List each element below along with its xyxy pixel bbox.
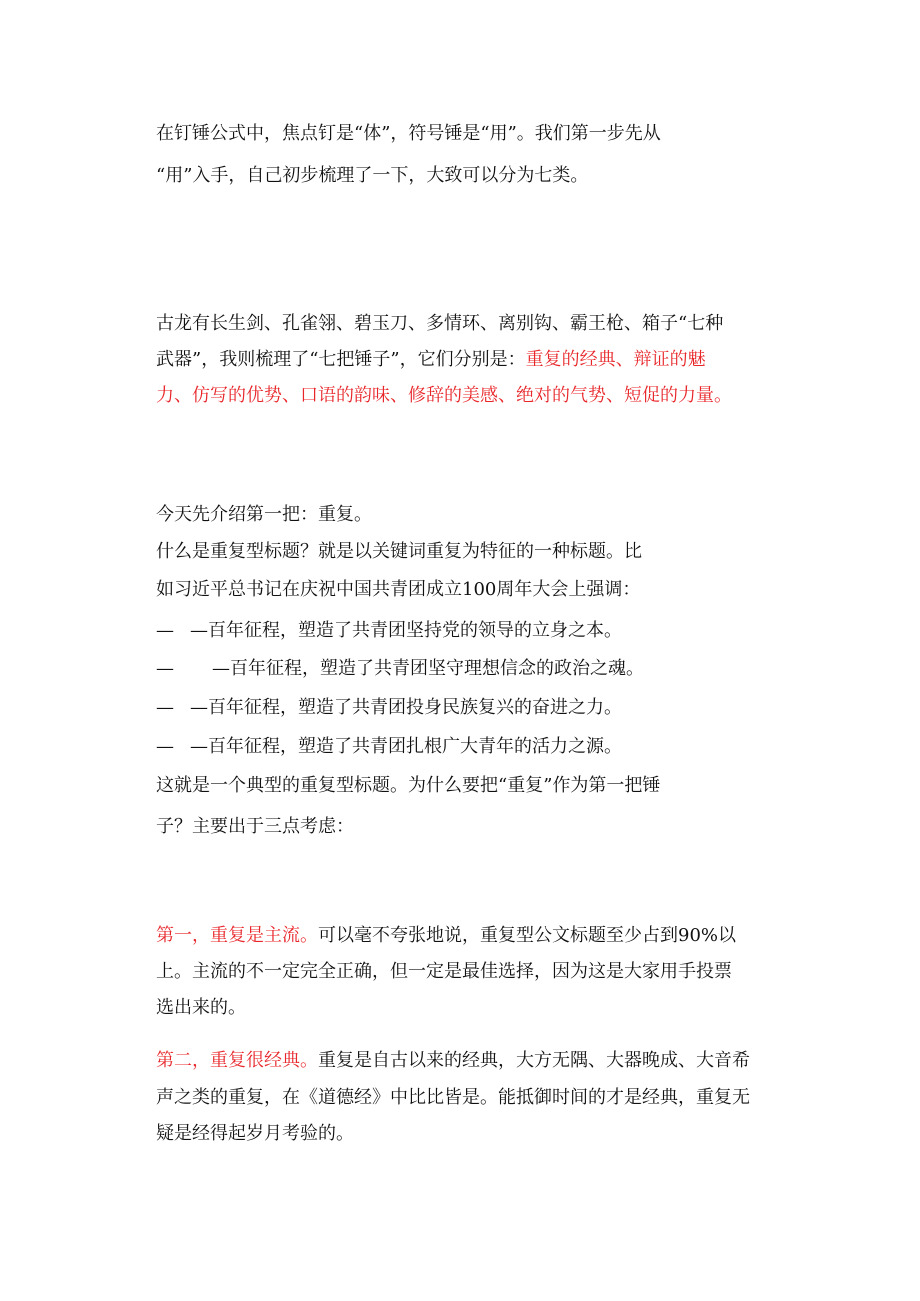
first-point-line-2: 上。主流的不一定完全正确，但一定是最佳选择，因为这是大家用手投票 (156, 961, 732, 982)
weapons-highlight-start: 重复的经典、辩证的魅 (525, 349, 706, 370)
example-item (156, 619, 622, 643)
second-point-line-1 (156, 1049, 750, 1073)
intro-line-1: 在钉锤公式中，焦点钉是“体”，符号锤是“用”。我们第一步先从 (156, 123, 661, 144)
second-point-line-3: 疑是经得起岁月考验的。 (156, 1123, 354, 1144)
second-point-text: 重复是自古以来的经典，大方无隅、大器晚成、大音希 (318, 1050, 750, 1071)
em-dash: — (156, 620, 174, 641)
example-item-text: —百年征程，塑造了共青团投身民族复兴的奋进之力。 (190, 697, 622, 718)
repeat-definition-line: 什么是重复型标题？就是以关键词重复为特征的一种标题。比 (156, 541, 642, 562)
first-point-text: 可以毫不夸张地说，重复型公文标题至少占到90%以 (318, 925, 737, 946)
repeat-conclusion-line-1: 这就是一个典型的重复型标题。为什么要把“重复”作为第一把锤 (156, 775, 661, 796)
repeat-intro-line: 今天先介绍第一把：重复。 (156, 504, 372, 525)
repeat-conclusion-line-2: 子？主要出于三点考虑： (156, 816, 354, 837)
second-point-line-2: 声之类的重复，在《道德经》中比比皆是。能抵御时间的才是经典，重复无 (156, 1087, 750, 1108)
first-point-line-1 (156, 924, 736, 948)
weapons-line-1: 古龙有长生剑、孔雀翎、碧玉刀、多情环、离别钩、霸王枪、箱子“七种 (156, 313, 724, 334)
repeat-example-line: 如习近平总书记在庆祝中国共青团成立100周年大会上强调： (156, 579, 641, 600)
em-dash: — (156, 736, 174, 757)
weapons-line-2 (156, 348, 706, 372)
example-item (156, 735, 622, 759)
example-item (156, 657, 644, 681)
first-point-line-3: 选出来的。 (156, 997, 246, 1018)
second-point-lead: 第二，重复很经典。 (156, 1050, 318, 1071)
em-dash: — (156, 697, 174, 718)
first-point-lead: 第一，重复是主流。 (156, 925, 318, 946)
weapons-highlight-end: 力、仿写的优势、口语的韵味、修辞的美感、绝对的气势、短促的力量。 (156, 385, 732, 406)
em-dash: — (156, 658, 174, 679)
example-item (156, 696, 622, 720)
example-item-text: —百年征程，塑造了共青团坚持党的领导的立身之本。 (190, 620, 622, 641)
example-item-text: —百年征程，塑造了共青团坚守理想信念的政治之魂。 (212, 658, 644, 679)
weapons-line-2-text: 武器”，我则梳理了“七把锤子”，它们分别是： (156, 349, 526, 370)
example-item-text: —百年征程，塑造了共青团扎根广大青年的活力之源。 (190, 736, 622, 757)
intro-line-2: “用”入手，自己初步梳理了一下，大致可以分为七类。 (156, 165, 589, 186)
